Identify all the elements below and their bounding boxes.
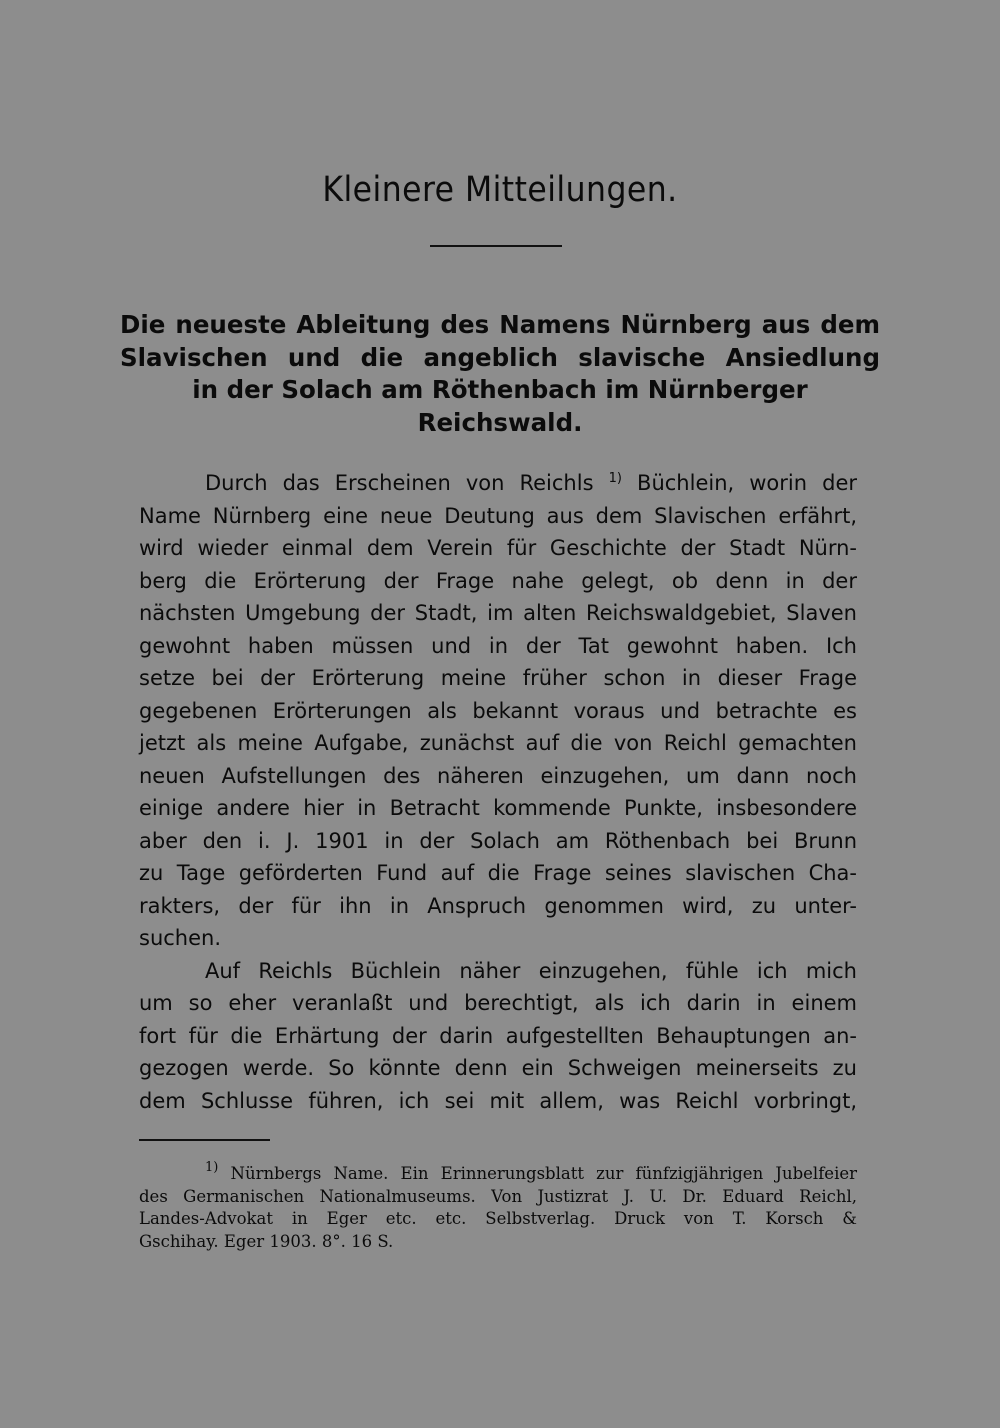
footnote-line-text: Nürnbergs Name. Ein Erinnerungsblatt zur fünfzigjährigen Jubelfeier [230,1164,857,1183]
body-line: Auf Reichls Büchlein näher einzugehen, fühle ich mich [205,958,857,983]
body-line: setze bei der Erörterung meine früher schon in dieser Frage [139,666,857,690]
footnote-line [139,1160,857,1186]
article-body [139,467,857,1117]
footnote-line: des Germanischen Nationalmuseums. Von Justizrat J. U. Dr. Eduard Reichl, [139,1186,857,1206]
body-line: dem Schlusse führen, ich sei mit allem, was Reichl vorbringt, [139,1088,857,1113]
footnote-marker: 1) [205,1160,219,1175]
footnote-reference[interactable]: 1) [608,471,622,486]
body-line-text: Durch das Erscheinen von Reichls [205,471,594,495]
body-line: neuen Aufstellungen des näheren einzugehen, um dann noch [139,763,857,788]
body-line: wird wieder einmal dem Verein für Geschichte der Stadt Nürn- [139,536,857,560]
body-line: gewohnt haben müssen und in der Tat gewohnt haben. Ich [139,633,857,658]
body-line: gezogen werde. So könnte denn ein Schweigen meinerseits zu [139,1056,857,1080]
footnote-line: Landes-Advokat in Eger etc. etc. Selbstverlag. Druck von T. Korsch & [139,1209,857,1228]
article-title [120,309,880,439]
body-line [139,467,857,500]
section-heading: Kleinere Mitteilungen. [322,170,678,210]
title-line: in der Solach am Röthenbach im Nürnberger [192,375,808,404]
title-line: Die neueste Ableitung des Namens Nürnberg aus dem [120,310,880,339]
heading-divider [430,245,562,247]
body-line-text: Büchlein, worin der [637,471,857,495]
footnote [139,1160,857,1253]
body-line: zu Tage geförderten Fund auf die Frage seines slavischen Cha- [139,861,857,885]
body-line: gegebenen Erörterungen als bekannt voraus und betrachte es [139,698,857,723]
body-line: berg die Erörterung der Frage nahe gelegt, ob denn in der [139,568,857,593]
body-line: suchen. [139,926,222,950]
body-line: aber den i. J. 1901 in der Solach am Röthenbach bei Brunn [139,828,857,853]
body-line: einige andere hier in Betracht kommende Punkte, insbesondere [139,796,857,820]
footnote-divider [139,1139,270,1141]
body-line: fort für die Erhärtung der darin aufgestellten Behauptungen an- [139,1023,857,1048]
title-line: Slavischen und die angeblich slavische Ansiedlung [120,342,880,372]
body-line: jetzt als meine Aufgabe, zunächst auf die von Reichl gemachten [139,731,857,755]
title-line: Reichswald. [417,407,583,437]
body-line: um so eher veranlaßt und berechtigt, als ich darin in einem [139,991,857,1015]
body-line: Name Nürnberg eine neue Deutung aus dem Slavischen erfährt, [139,503,857,528]
body-line: rakters, der für ihn in Anspruch genommen wird, zu unter- [139,893,857,918]
body-line: nächsten Umgebung der Stadt, im alten Reichswaldgebiet, Slaven [139,601,857,625]
footnote-line: Gschihay. Eger 1903. 8°. 16 S. [139,1231,394,1251]
